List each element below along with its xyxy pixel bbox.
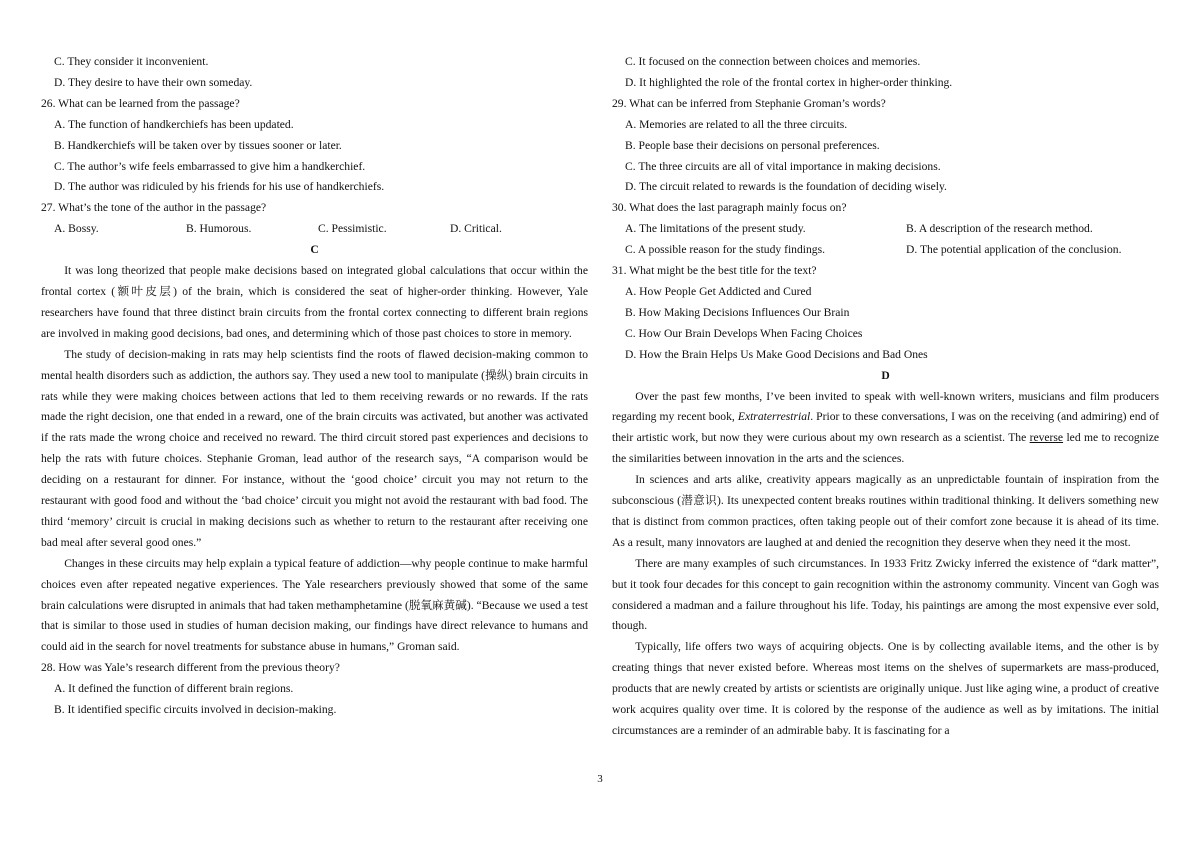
q26-stem: 26. What can be learned from the passage?: [41, 96, 240, 110]
q25-option-d: D. They desire to have their own someday.: [54, 75, 253, 89]
book-title: Extraterrestrial: [737, 410, 811, 424]
q31-option-d: D. How the Brain Helps Us Make Good Decisions and Bad Ones: [625, 347, 928, 361]
q28-option-a: A. It defined the function of different brain regions.: [54, 682, 294, 696]
q30-options-row-2: [612, 240, 1159, 261]
q28-option-c: C. It focused on the connection between choices and memories.: [625, 55, 921, 68]
q26-option-b: B. Handkerchiefs will be taken over by tissues sooner or later.: [54, 138, 342, 152]
right-column: [612, 52, 1159, 742]
q28-option-d: D. It highlighted the role of the frontal cortex in higher-order thinking.: [625, 75, 953, 89]
passage-d-paragraph-2: In sciences and arts alike, creativity appears magically as an unpredictable fountain of inspiration from the subconscious (潜意识). Its unexpected content breaks routines within traditional thinking. It delivers something new that is distinct from common practices, often taking people out of their comfort zone because it is ahead of its time. As a result, many innovators are laughed at and denied the recognition they deserve when they need it the most.: [612, 473, 1159, 549]
q31-option-b: B. How Making Decisions Influences Our Brain: [625, 305, 850, 319]
passage-c-paragraph-1: It was long theorized that people make decisions based on integrated global calculations that occur within the frontal cortex (额叶皮层) of the brain, which is considered the seat of higher-order thinking. However, Yale researchers have found that three distinct brain circuits from the frontal cortex connecting to different brain regions are involved in making good decisions, bad ones, and determining which of those past choices to store in memory.: [41, 264, 588, 340]
q27-stem: 27. What’s the tone of the author in the passage?: [41, 201, 267, 215]
q30-option-d: D. The potential application of the conclusion.: [906, 243, 1122, 257]
passage-d-paragraph-4: Typically, life offers two ways of acquiring objects. One is by collecting available items, and the other is by creating things that never existed before. Whereas most items on the shelves of supermarkets are mass-produced, products that are newly created by artists or scientists are originally unique. Just like aging wine, a product of creative work acquires quality over time. It is colored by the response of the audience as well as by imitations. The initial circumstances are a reminder of an admirable baby. It is fascinating for a: [612, 640, 1159, 737]
q28-option-b: B. It identified specific circuits involved in decision-making.: [54, 703, 337, 717]
q29-option-c: C. The three circuits are all of vital importance in making decisions.: [625, 159, 941, 173]
passage-d-paragraph-1: [612, 387, 1159, 471]
q26-option-a: A. The function of handkerchiefs has been updated.: [54, 117, 294, 131]
passage-c-paragraph-2: The study of decision-making in rats may help scientists find the roots of flawed decision-making common to mental health disorders such as addiction, the authors say. They used a new tool to manipulate (操纵) brain circuits in rats while they were making choices between actions that led to them receiving rewards or no rewards. If the rats made the right decision, one that ended in a reward, one of the brain circuits was activated, but another was activated if the rats made the wrong choice and received no reward. The third circuit stored past experiences and decisions to help the rats with future choices. Stephanie Groman, lead author of the research says, “A comparison would be deciding on a restaurant for dinner. For instance, without the ‘good choice’ circuit you may not return to the restaurant with good food and without the ‘bad choice’ circuit you might not avoid the restaurant with bad food. The third ‘memory’ circuit is crucial in making decisions such as whether to return to the restaurant after receiving one bad meal after several good ones.”: [41, 347, 588, 549]
q29-option-a: A. Memories are related to all the three circuits.: [625, 117, 848, 131]
q29-option-d: D. The circuit related to rewards is the foundation of deciding wisely.: [625, 180, 947, 194]
q30-option-b: B. A description of the research method.: [906, 222, 1093, 236]
q27-option-c: C. Pessimistic.: [318, 222, 387, 236]
passage-d-p1-text-b: . Prior to these conversations, I was on the receiving (and admiring) end of their artistic work, but now they were curious about my own research as a scientist. The: [612, 410, 1159, 445]
q27-option-a: A. Bossy.: [54, 222, 99, 236]
section-d-heading: D: [881, 368, 890, 382]
q30-stem: 30. What does the last paragraph mainly focus on?: [612, 201, 847, 215]
left-column: [41, 52, 588, 721]
q30-options-row-1: [612, 219, 1159, 240]
q29-option-b: B. People base their decisions on personal preferences.: [625, 138, 880, 152]
q27-options: [41, 219, 588, 240]
q30-option-c: C. A possible reason for the study findings.: [625, 243, 825, 257]
passage-d-paragraph-3: There are many examples of such circumstances. In 1933 Fritz Zwicky inferred the existence of “dark matter”, but it took four decades for this concept to gain recognition within the astronomy community. Vincent van Gogh was considered a madman and a failure throughout his life. Today, his paintings are among the most expensive ever sold, though.: [612, 556, 1159, 633]
passage-d-p1-text-c: led me to recognize the similarities between innovation in the arts and the sciences.: [612, 431, 1159, 466]
passage-c-paragraph-3: Changes in these circuits may help explain a typical feature of addiction—why people continue to make harmful choices even after repeated negative experiences. The Yale researchers previously showed that some of the same brain calculations were disrupted in animals that had taken methamphetamine (脱氧麻黄碱). “Because we used a test that is similar to those used in studies of human decision making, our findings have direct relevance to humans and could aid in the search for novel treatments for substance abuse in humans,” Groman said.: [41, 556, 588, 654]
underlined-word-reverse: reverse: [1029, 431, 1064, 445]
page-number: 3: [597, 773, 603, 785]
q31-option-a: A. How People Get Addicted and Cured: [625, 284, 812, 298]
q26-option-d: D. The author was ridiculed by his friends for his use of handkerchiefs.: [54, 180, 385, 194]
section-c-heading: C: [310, 243, 319, 257]
q30-option-a: A. The limitations of the present study.: [625, 222, 806, 236]
q27-option-b: B. Humorous.: [186, 222, 252, 236]
q27-option-d: D. Critical.: [450, 222, 502, 236]
q25-option-c: C. They consider it inconvenient.: [54, 55, 209, 68]
q29-stem: 29. What can be inferred from Stephanie Groman’s words?: [612, 96, 886, 110]
passage-d-p1-text-a: Over the past few months, I’ve been invited to speak with well-known writers, musicians and film producers regarding my recent book,: [612, 389, 1159, 424]
q31-stem: 31. What might be the best title for the text?: [612, 264, 817, 278]
q26-option-c: C. The author’s wife feels embarrassed to give him a handkerchief.: [54, 159, 366, 173]
q31-option-c: C. How Our Brain Develops When Facing Choices: [625, 326, 863, 340]
q28-stem: 28. How was Yale’s research different from the previous theory?: [41, 661, 340, 675]
